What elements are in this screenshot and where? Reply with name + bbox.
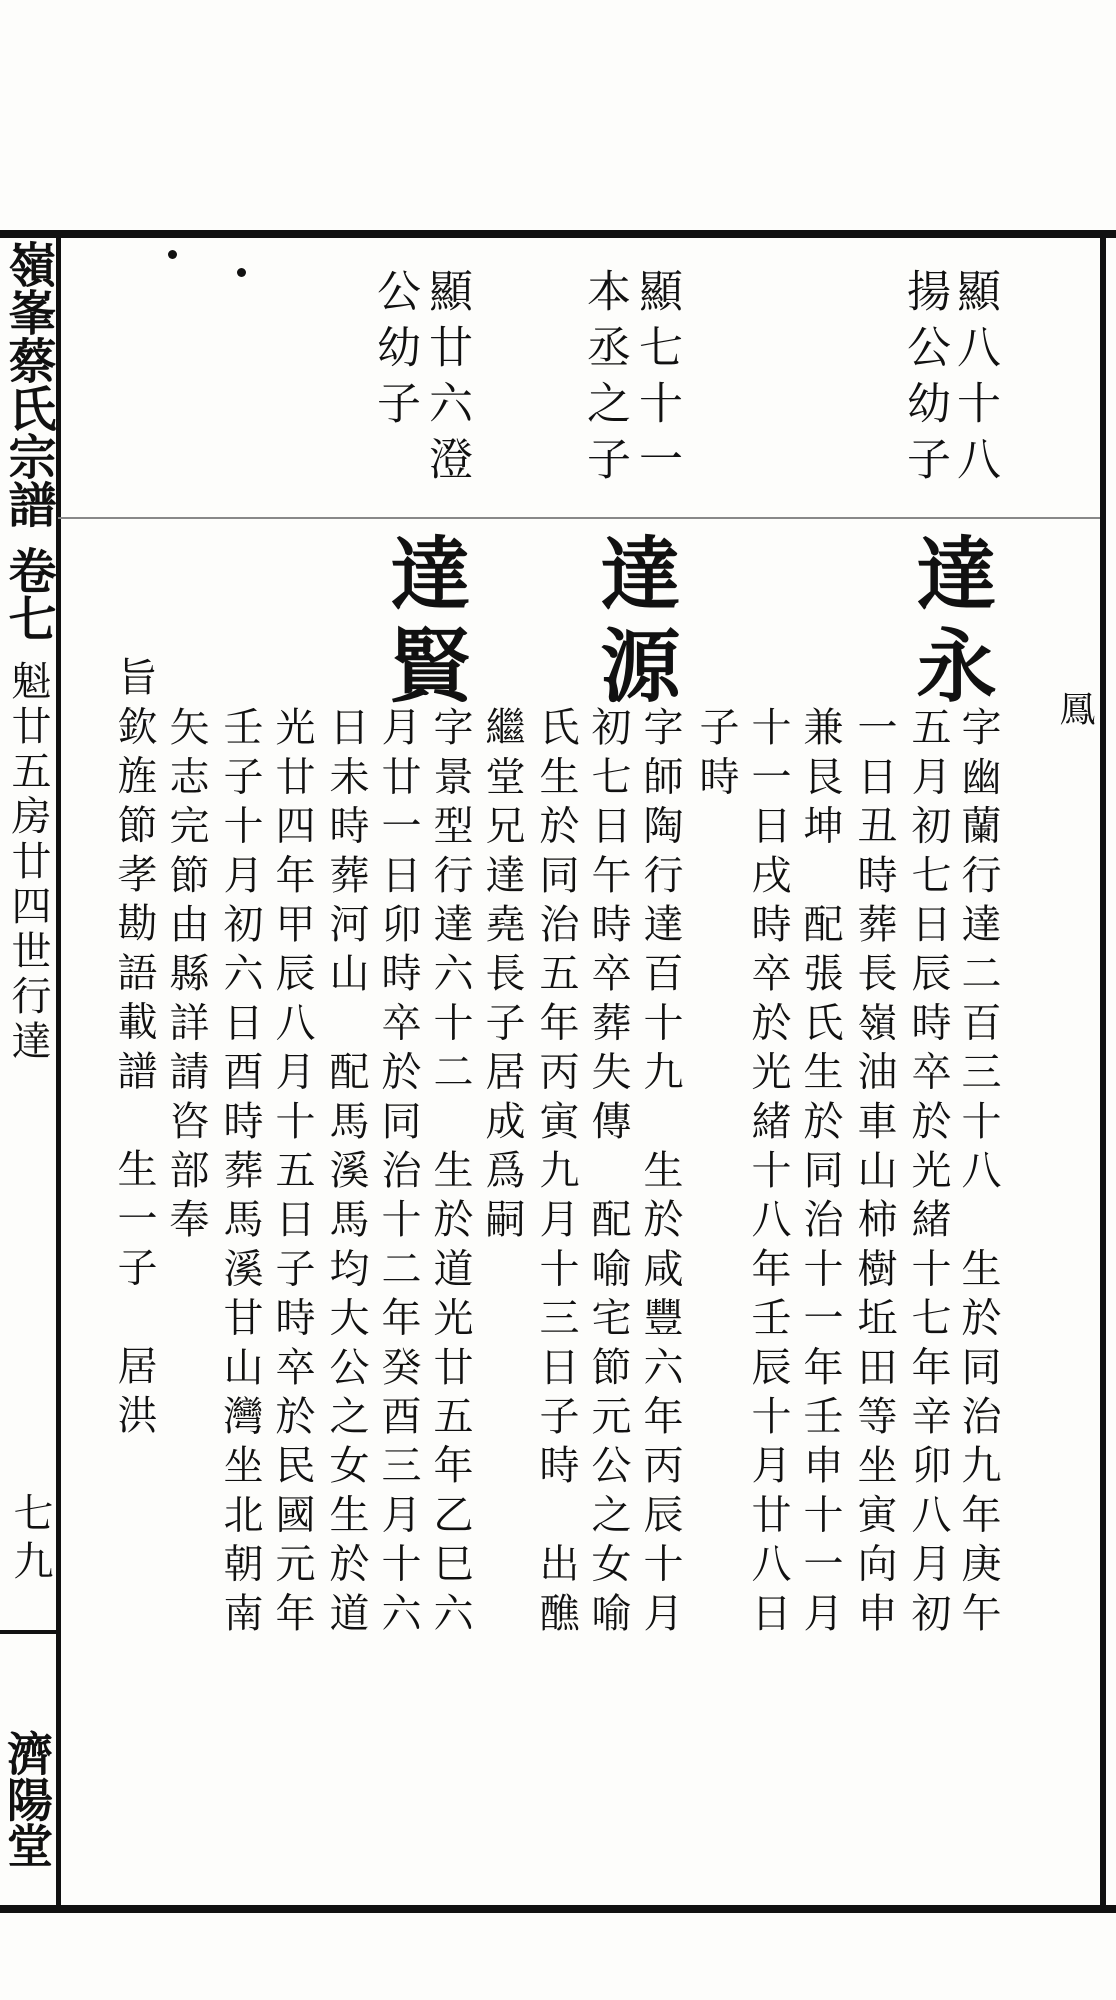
entry-text-line: 十一日戌時卒於光緒十八年壬辰十月廿八日 bbox=[745, 706, 791, 1641]
ink-speck bbox=[237, 268, 246, 277]
entry-text-line: 字幽蘭行達二百三十八 生於同治九年庚午 bbox=[955, 706, 1001, 1641]
parent-line: 本丞之子 bbox=[579, 268, 630, 492]
entry-text-line: 一日丑時葬長嶺油車山柿樹坵田等坐寅向申 bbox=[851, 706, 897, 1641]
entry-text-line: 兼艮坤 配張氏生於同治十一年壬申十一月 bbox=[797, 706, 843, 1641]
entry-text-line: 壬子十月初六日酉時葬馬溪甘山灣坐北朝南 bbox=[217, 706, 263, 1641]
spine-title: 嶺峯蔡氏宗譜 bbox=[0, 240, 56, 528]
parent-line: 顯七十一 bbox=[631, 268, 682, 492]
entry-text-line: 日未時葬河山 配馬溪馬均大公之女生於道 bbox=[323, 706, 369, 1641]
spine-mark bbox=[0, 1630, 56, 1634]
parent-line: 顯八十八 bbox=[949, 268, 1000, 492]
ink-speck bbox=[168, 250, 177, 259]
entry-text-line: 旨欽旌節孝勘語載譜 生一子 居洪 bbox=[111, 656, 157, 1444]
entry-text-line: 矢志完節由縣詳請咨部奉 bbox=[163, 706, 209, 1248]
parent-line: 公幼子 bbox=[369, 268, 420, 436]
parent-row-divider bbox=[58, 517, 1100, 519]
entry-text-line: 月廿一日卯時卒於同治十二年癸酉三月十六 bbox=[375, 706, 421, 1641]
side-note: 鳳 bbox=[1054, 690, 1095, 726]
entry-text-line: 光廿四年甲辰八月十五日子時卒於民國元年 bbox=[269, 706, 315, 1641]
entry-text-line: 子時 bbox=[693, 706, 739, 805]
spine-page-number: 七九 bbox=[7, 1492, 53, 1588]
parent-line: 揚公幼子 bbox=[899, 268, 950, 492]
person-name: 達源 bbox=[587, 532, 681, 716]
entry-text-line: 五月初七日辰時卒於光緒十七年辛卯八月初 bbox=[905, 706, 951, 1641]
person-name: 達永 bbox=[903, 532, 997, 716]
spine-volume: 卷七 bbox=[0, 546, 56, 642]
spine-hall: 濟陽堂 bbox=[0, 1730, 54, 1868]
parent-line: 顯廿六澄 bbox=[421, 268, 472, 492]
entry-text-line: 初七日午時卒葬失傳 配喻宅節元公之女喻 bbox=[585, 706, 631, 1641]
person-name: 達賢 bbox=[377, 532, 471, 716]
spine-section: 魁廿五房廿四世行達 bbox=[5, 660, 51, 1065]
top-border bbox=[0, 230, 1116, 238]
entry-text-line: 氏生於同治五年丙寅九月十三日子時 出醮 bbox=[533, 706, 579, 1641]
bottom-border bbox=[0, 1905, 1116, 1913]
spine-divider bbox=[56, 230, 61, 1913]
entry-text-line: 字景型行達六十二 生於道光廿五年乙巳六 bbox=[427, 706, 473, 1641]
right-border bbox=[1100, 230, 1106, 1913]
entry-text-line: 繼堂兄達堯長子居成爲嗣 bbox=[479, 706, 525, 1248]
entry-text-line: 字師陶行達百十九 生於咸豐六年丙辰十月 bbox=[637, 706, 683, 1641]
